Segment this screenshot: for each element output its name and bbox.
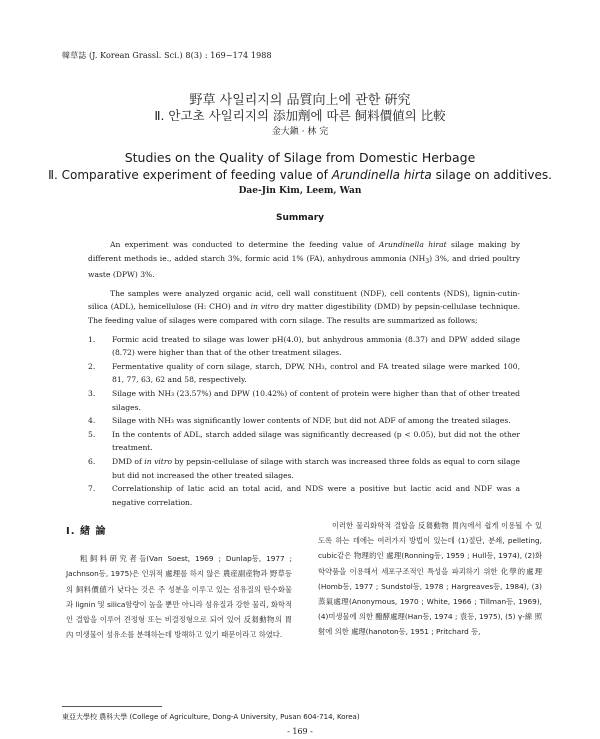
result-item	[88, 387, 520, 414]
page-number: - 169 -	[287, 727, 313, 736]
section-heading: Ⅰ. 緖 論	[66, 526, 107, 537]
subscript: 3	[425, 257, 430, 265]
affiliation-footnote: 東亞大學校 農科大學 (College of Agriculture, Dong-A University, Pusan 604-714, Korea)	[62, 713, 360, 721]
abstract-text: An experiment was conducted to determine the feeding value of	[110, 240, 379, 249]
result-text: Correlationship of latic acid an total acid, and NDS were a positive but lactic acid and NDF was a negative correlation.	[112, 484, 520, 507]
result-item	[88, 428, 520, 455]
result-text: DMD of	[112, 456, 145, 466]
korean-title-line2: Ⅱ. 안고초 사일리지의 添加劑에 따른 飼料價値의 比較	[154, 108, 446, 123]
result-item	[88, 333, 520, 360]
result-item	[88, 360, 520, 387]
result-number: 2.	[88, 361, 96, 371]
result-text: Fermentative quality of corn silage, starch, DPW, NH₃, control and FA treated silage were marked 100, 81, 77, 63, 62 and 58, respectively.	[112, 361, 520, 385]
abstract-text: silage making by different methods ie., added starch 3%, formic acid 1% (FA), anhydrous ammonia (NH	[88, 240, 520, 263]
result-text: Silage with NH₃ (23.57%) and DPW (10.42%) of content of protein were higher than that of other treated silages.	[112, 388, 520, 412]
result-text: Silage with NH₃ was significantly lower contents of NDF, but did not ADF of among the treated silages.	[112, 416, 511, 426]
english-title-line1: Studies on the Quality of Silage from Domestic Herbage	[124, 150, 476, 165]
species-italic: Arundinella hirat	[378, 240, 447, 249]
title-suffix: silage on additives.	[431, 168, 552, 182]
result-number: 3.	[88, 388, 96, 398]
abstract-paragraph-1	[88, 238, 520, 282]
result-text: In the contents of ADL, starch added silage was significantly decreased (p < 0.05), but did not the other treatment.	[112, 429, 520, 453]
left-column	[66, 518, 292, 642]
korean-title-line1: 野草 사일리지의 品質向上에 관한 硏究	[189, 93, 411, 108]
abstract-text: The samples were analyzed organic acid, cell wall constituent (NDF), cell contents (NDS), lignin-cutin-silica (ADL), hemicellulose (H: CHO) and	[88, 288, 520, 312]
in-vitro-italic: in vitro	[144, 456, 173, 466]
result-item	[88, 482, 520, 509]
title-species: Arundinella hirta	[331, 168, 432, 182]
korean-authors: 金大鎭 · 林 完	[271, 127, 329, 137]
in-vitro-italic: in vitro	[250, 302, 279, 312]
title-prefix: Ⅱ. Comparative experiment of feeding value of	[48, 168, 332, 182]
abstract	[88, 238, 520, 509]
abstract-paragraph-2	[88, 287, 520, 328]
english-authors: Dae-Jin Kim, Leem, Wan	[238, 186, 362, 196]
abstract-text: dry matter digestibility (DMD) by pepsin-cellulase technique. The feeding value of silages were compared with corn silage. The results are summarized as follows;	[88, 302, 520, 325]
result-number: 7.	[88, 484, 96, 494]
summary-heading: Summary	[275, 213, 325, 223]
english-title-line2	[0, 168, 600, 182]
result-text: Formic acid treated to silage was lower pH(4.0), but anhydrous ammonia (8.37) and DPW added silage (8.72) were higher than that of the other treatment silages.	[112, 334, 520, 358]
right-column	[318, 518, 542, 640]
result-number: 4.	[88, 416, 96, 426]
result-item	[88, 455, 520, 482]
result-number: 1.	[88, 334, 96, 344]
result-item	[88, 414, 520, 428]
result-number: 6.	[88, 456, 96, 466]
introduction-continued-paragraph: 이러한 물리화학적 결합을 反芻動物 胃內에서 쉽게 이용될 수 있도록 하는 데에는 여러가지 방법이 있는데 (1)절단, 분쇄, pelleting, cubic같은 物理的인 處理(Ronning등, 1959 ; Hull등, 1974), (2)화학약품을 이용해서 세포구조적인 특성을 파괴하기 위한 化學的處理(Homb등, 1977 ; Sundstol등, 1978 ; Hargreaves등, 1984), (3)蒸氣處理(Anonymous, 1970 ; White, 1966 ; Tillman등, 1969),(4)미생물에 의한 醱酵處理(Han등, 1974 ; 袁등, 1975), (5) γ-線 照射에 의한 處理(hanoton등, 1951 ; Pritchard 등,	[318, 521, 542, 637]
result-text: by pepsin-cellulase of silage with starch was increased three folds as equal to corn silage but did not increased the other treated silages.	[112, 456, 520, 480]
abstract-text: ) 3%, and dried poultry waste (DPW) 3%.	[88, 253, 521, 280]
introduction-paragraph: 粗飼料硏究者들(Van Soest, 1969 ; Dunlap등, 1977 ; Jachnson등, 1975)은 인위적 處理를 하지 않은 農産副産物과 野草등의 飼料價値가 낮다는 것은 주 성분을 이루고 있는 섬유질의 탄수화물과 lignin 및 silica함량이 높을 뿐만 아니라 섬유질과 강한 물리, 화학적인 결합을 이루어 견정형 또는 비결정형으로 되어 있어 反芻動物의 胃內 미생물이 섬유소를 분해하는데 방해하고 있기 때문이라고 하였다.	[66, 554, 292, 640]
result-number: 5.	[88, 429, 96, 439]
results-list	[88, 333, 520, 510]
journal-citation: 韓草誌 (J. Korean Grassl. Sci.) 8(3) : 169~174 1988	[62, 51, 272, 60]
footnote-divider	[62, 706, 162, 707]
